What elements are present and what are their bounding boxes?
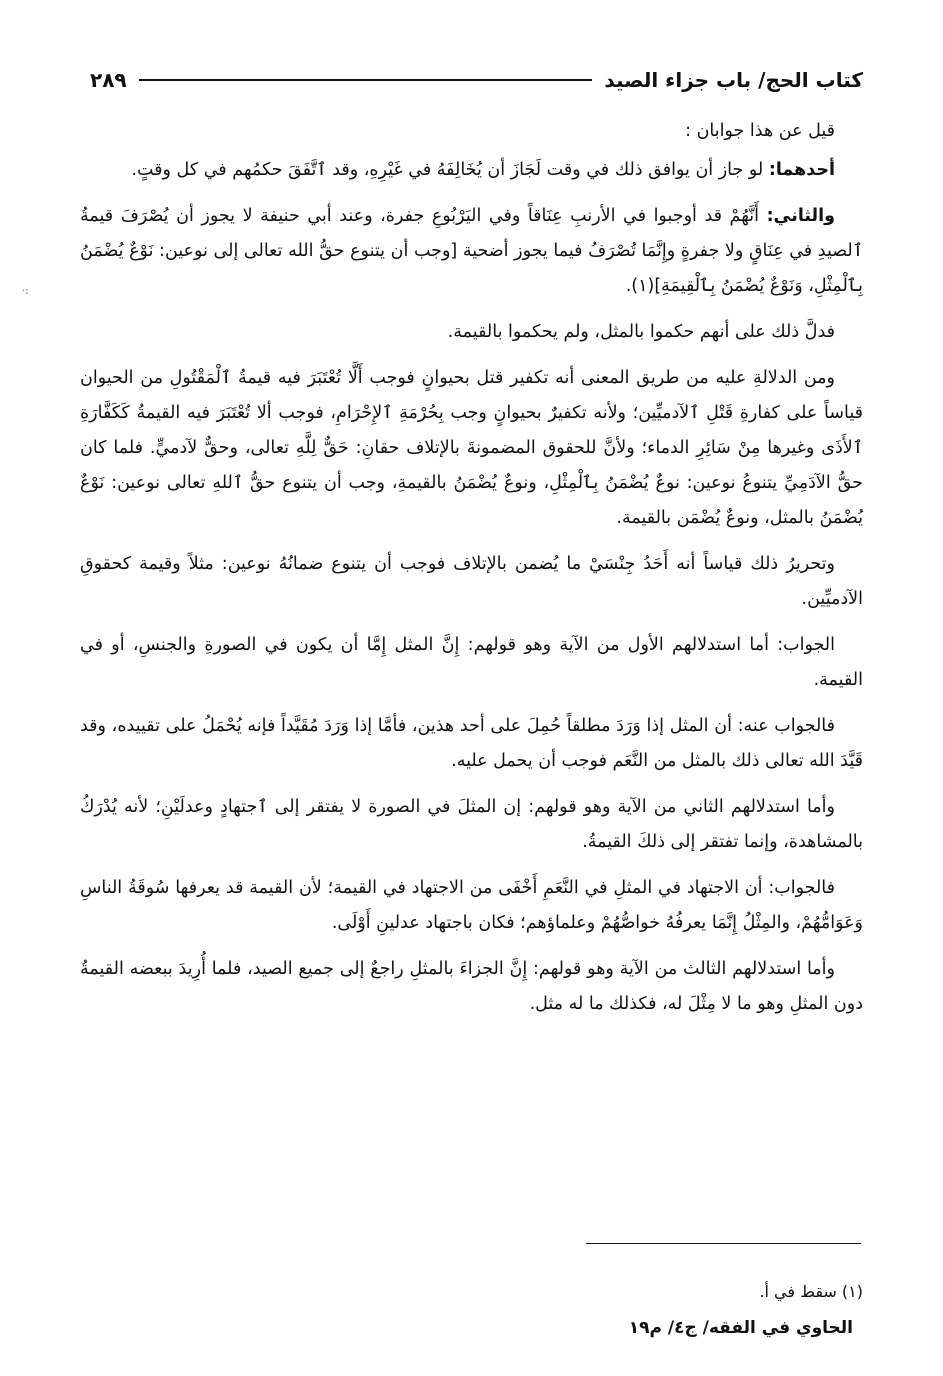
running-header: [90, 60, 863, 100]
header-rule: [139, 79, 593, 81]
paragraph: فدلَّ ذلك على أنهم حكموا بالمثل، ولم يحكموا بالقيمة.: [447, 322, 835, 342]
paragraph: وأما استدلالهم الثالث من الآية وهو قولهم: إِنَّ الجزاءَ بالمثلِ راجعٌ إلى جميع الصيد، فلما أُرِيدَ ببعضه القيمةُ دون المثلِ وهو ما لا مِثْلَ له، فكذلك ما له مثل.: [80, 959, 863, 1014]
paragraph: ومن الدلالةِ عليه من طريق المعنى أنه تكفير قتل بحيوانٍ فوجب أَلَّا تُعْتَبَرَ فيه قيمةُ ٱلْمَقْتُولِ من الحيوان قياساً على كفارةِ قَتْلِ ٱلآدميِّين؛ ولأنه تكفيرٌ بحيوانٍ وجب بِحُرْمَةِ ٱلإِحْرَامِ، فوجب ألا تُعْتَبَرَ فيه القيمةُ كَكَفَّارَةِ ٱلأَذَى وغيرها مِنْ سَائِرِ الدماء؛ ولأنَّ للحقوق المضمونةَ بالإتلاف حقانِ: حَقٌّ لِلَّهِ تعالى، وحقٌّ لآدميٍّ. فلما كان حقُّ الآدَمِيِّ يتنوعُ نوعين: نوعٌ يُضْمَنُ بِٱلْمِثْلِ، ونوعٌ يُضْمَنُ بالقيمةِ، وجب أن يتنوع حقُّ ٱللهِ تعالى نوعين: نَوْعٌ يُضْمَنُ بالمثل، ونوعٌ يُضْمَن بالقيمة.: [80, 368, 863, 528]
footnote-text: سقط في أ.: [759, 1282, 837, 1301]
paragraph: أحدهما: لو جاز أن يوافق ذلك في وقت لَجَازَ أن يُخَالِفَهُ في غَيْرِهِ، وقد ٱتَّفَقَ حكمُهم في كل وقتٍ.: [131, 160, 835, 180]
main-text: [80, 114, 863, 1033]
paragraph: قيل عن هذا جوابان :: [685, 121, 835, 141]
paragraph: والثاني: أَنَّهُمْ قد أوجبوا في الأرنبِ عِنَاقاً وفي اليَرْبُوعِ جفرة، وعند أبي حنيفة لا يجوز أن يُصْرَفَ قيمةُ ٱلصيدِ في عِنَاقٍ ولا جفرةٍ وإِنَّمَا تُصْرَفُ فيما يجوز أضحية [وجب أن يتنوع حقُّ الله تعالى إلى نوعين: نَوْعٌ يُضْمَنُ بِٱلْمِثْلِ، وَنَوْعٌ يُضْمَنُ بِٱلْقِيمَةِ](١).: [80, 206, 863, 296]
chapter-title: كتاب الحج/ باب جزاء الصيد: [604, 68, 863, 92]
footnote-rule: [586, 1243, 861, 1244]
book-signature-footer: الحاوي في الفقه/ ج٤/ م١٩: [628, 1318, 853, 1338]
paragraph: وأما استدلالهم الثاني من الآية وهو قولهم: إن المثلَ في الصورة لا يفتقر إلى ٱجتهادٍ وعدلَيْنِ؛ لأنه يُدْرَكُ بالمشاهدة، وإنما تفتقر إلى ذلكَ القيمةُ.: [80, 797, 863, 852]
footnote: [759, 1282, 863, 1301]
paragraph: الجواب: أما استدلالهم الأول من الآية وهو قولهم: إِنَّ المثل إِمَّا أن يكون في الصورةِ والجنسِ، أو في القيمة.: [80, 635, 863, 690]
paragraph: فالجواب: أن الاجتهاد في المثلِ في النَّعَمِ أَخْفَى من الاجتهاد في القيمة؛ لأن القيمة قد يعرفها سُوقَةُ الناسِ وَعَوَامُّهُمْ، والمِثْلُ إِنَّمَا يعرفُهُ خواصُّهُمْ وعلماؤهم؛ فكان باجتهاد عدلينِ أَوْلَى.: [80, 878, 863, 933]
paragraph: وتحريرُ ذلك قياساً أنه أَحَدُ جِنْسَيْ ما يُضمن بالإتلاف فوجب أن يتنوع ضمانُهُ نوعين: مثلاً وقيمة كحقوقِ الآدميِّين.: [80, 554, 863, 609]
paragraph: فالجواب عنه: أن المثل إذا وَرَدَ مطلقاً حُمِلَ على أحد هذين، فأمَّا إذا وَرَدَ مُقَيَّداً فإنه يُحْمَلُ على تقييده، وقد قَيَّدَ الله تعالى ذلك بالمثل من النَّعَم فوجب أن يحمل عليه.: [80, 716, 863, 771]
footnote-marker: (١): [841, 1282, 863, 1301]
page-number: ٢٨٩: [90, 68, 127, 92]
scan-speck: ·:: [22, 286, 29, 297]
paragraph-lead: أحدهما:: [768, 160, 835, 180]
paragraph-lead: والثاني:: [766, 206, 835, 226]
